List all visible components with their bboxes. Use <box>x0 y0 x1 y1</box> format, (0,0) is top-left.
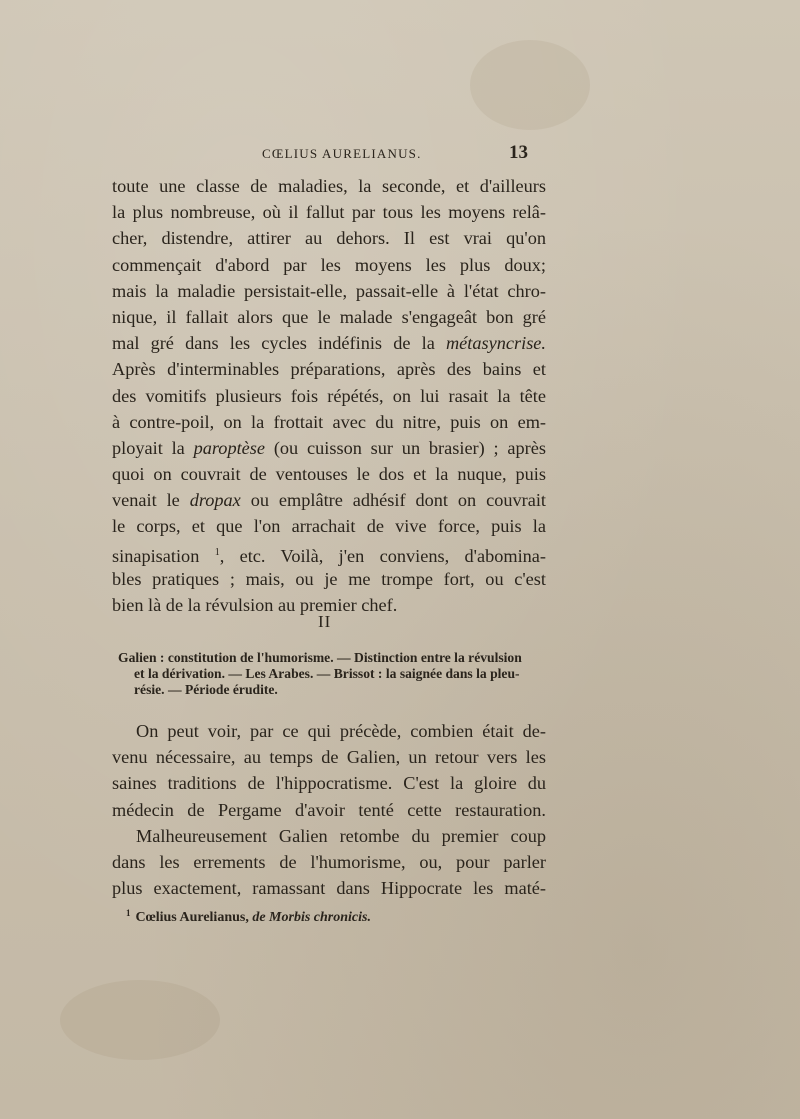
summary-line: Galien : constitution de l'humorisme. — Distinction entre la révulsion <box>118 650 522 665</box>
text-line <box>112 435 546 461</box>
text-line: venu nécessaire, au temps de Galien, un retour vers les <box>112 747 546 768</box>
text-line: bles pratiques ; mais, ou je me trompe fort, ou c'est <box>112 568 546 589</box>
text-line: quoi on couvrait de ventouses le dos et la nuque, puis <box>112 464 546 485</box>
text-line: commençait d'abord par les moyens les plus doux; <box>112 254 546 275</box>
section-numeral: II <box>318 612 332 631</box>
text-line: la plus nombreuse, où il fallut par tous les moyens relâ- <box>112 202 546 223</box>
text-fragment: ployait la <box>112 437 194 458</box>
text-line <box>112 487 546 513</box>
section-summary <box>118 650 546 697</box>
text-line: Après d'interminables préparations, après des bains et <box>112 359 546 380</box>
text-line: bien là de la révulsion au premier chef. <box>112 595 398 615</box>
text-fragment: sinapisation <box>112 545 215 566</box>
footnote-text: Cœlius Aurelianus, <box>135 910 253 925</box>
italic-term-paroptese: paroptèse <box>193 437 266 458</box>
paper-stain <box>470 40 590 130</box>
italic-term-metasyncrise: métasyncrise. <box>445 333 546 354</box>
text-line: à contre-poil, on la frottait avec du nitre, puis on em- <box>112 411 546 432</box>
text-line: plus exactement, ramassant dans Hippocrate les maté- <box>112 878 546 899</box>
footnote-marker: 1 <box>126 908 131 918</box>
text-fragment: mal gré dans les cycles indéfinis de la <box>112 333 446 354</box>
text-line: dans les errements de l'humorisme, ou, pour parler <box>112 851 546 872</box>
text-fragment: venait le <box>112 490 190 511</box>
paper-stain <box>60 980 220 1060</box>
text-fragment: , etc. Voilà, j'en conviens, d'abomina- <box>219 545 546 566</box>
text-line: médecin de Pergame d'avoir tenté cette restauration. <box>112 799 546 820</box>
text-line: le corps, et que l'on arrachait de vive force, puis la <box>112 516 546 537</box>
text-line <box>112 330 546 356</box>
text-line <box>112 540 546 566</box>
summary-line: et la dérivation. — Les Arabes. — Brissot : la saignée dans la pleu- <box>134 665 520 681</box>
text-line: nique, il fallait alors que le malade s'engageât bon gré <box>112 306 546 327</box>
text-line: Malheureusement Galien retombe du premier coup <box>136 825 546 846</box>
text-line: mais la maladie persistait-elle, passait-elle à l'état chro- <box>112 280 546 301</box>
paragraph-1 <box>112 173 546 618</box>
footnote-title: de Morbis chronicis. <box>252 910 371 925</box>
footnote <box>126 908 371 926</box>
footnote-reference[interactable]: 1 <box>214 546 220 558</box>
running-title: CŒLIUS AURELIANUS. <box>262 146 422 161</box>
text-line: On peut voir, par ce qui précède, combien était de- <box>136 721 546 741</box>
text-fragment: ou emplâtre adhésif dont on couvrait <box>240 490 546 511</box>
text-line: des vomitifs plusieurs fois répétés, on lui rasait la tête <box>112 385 546 406</box>
page-number: 13 <box>509 142 528 163</box>
summary-line: résie. — Période érudite. <box>134 681 278 697</box>
text-line: saines traditions de l'hippocratisme. C'est la gloire du <box>112 773 546 794</box>
text-line: cher, distendre, attirer au dehors. Il est vrai qu'on <box>112 228 546 249</box>
text-fragment: (ou cuisson sur un brasier) ; après <box>265 437 546 458</box>
italic-term-dropax: dropax <box>189 490 241 511</box>
paragraph-2 <box>112 718 546 901</box>
text-line: toute une classe de maladies, la seconde, et d'ailleurs <box>112 176 546 196</box>
